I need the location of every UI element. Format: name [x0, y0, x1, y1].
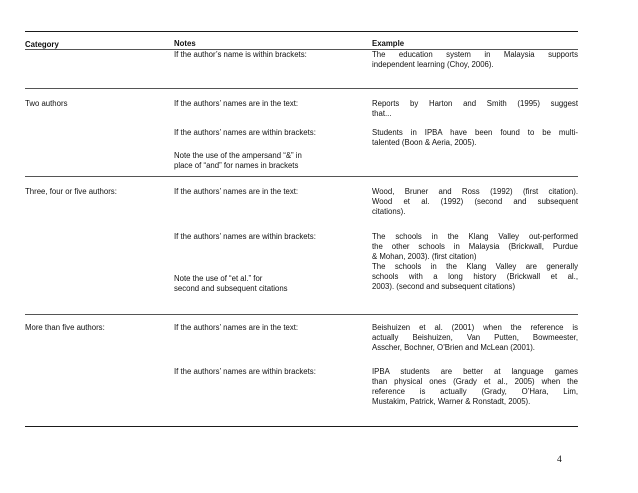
example-line: Mustakim, Patrick, Warner & Ronstadt, 2005). — [372, 397, 531, 406]
category-label: Two authors — [25, 99, 68, 108]
example-text — [372, 323, 578, 353]
example-line: 2003). (second and subsequent citations) — [372, 282, 516, 291]
example-text — [372, 367, 578, 407]
example-text — [372, 232, 578, 292]
note-text: If the authors’ names are in the text: — [174, 99, 299, 108]
example-text — [372, 128, 578, 148]
note-text: second and subsequent citations — [174, 284, 288, 293]
header-example: Example — [372, 39, 405, 48]
note-text: If the author’s name is within brackets: — [174, 50, 307, 59]
page-number: 4 — [557, 455, 562, 465]
example-line: Wood, Bruner and Ross (1992) (first citation). — [372, 187, 578, 196]
example-line: Asscher, Bochner, O’Brien and McLean (2001). — [372, 343, 535, 352]
header-category: Category — [25, 40, 59, 49]
category-label: Three, four or five authors: — [25, 187, 117, 196]
example-line: Wood et al. (1992) (second and subsequent — [372, 197, 578, 206]
example-line: schools with a long history (Brickwall et al., — [372, 272, 578, 281]
example-line: The schools in the Klang Valley out-performed — [372, 232, 578, 241]
note-text: If the authors’ names are in the text: — [174, 187, 299, 196]
note-text: If the authors’ names are within brackets: — [174, 128, 316, 137]
example-line: The schools in the Klang Valley are generally — [372, 262, 578, 271]
example-line: actually Beishuizen, Van Putten, Bowmeester, — [372, 333, 578, 342]
note-text: Note the use of “et al.” for — [174, 274, 263, 283]
example-line: IPBA students are better at language games — [372, 367, 578, 376]
row-divider — [25, 88, 578, 89]
row-divider — [25, 314, 578, 315]
example-line: independent learning (Choy, 2006). — [372, 60, 494, 69]
header-notes: Notes — [174, 39, 196, 48]
note-text: Note the use of the ampersand “&” in — [174, 151, 302, 160]
example-text — [372, 187, 578, 217]
table-top-rule — [25, 31, 578, 32]
category-label: More than five authors: — [25, 323, 105, 332]
example-line: reference is actually (Grady, O’Hara, Lim, — [372, 387, 578, 396]
row-divider — [25, 176, 578, 177]
example-line: & Mohan, 2003). (first citation) — [372, 252, 477, 261]
note-text: place of “and” for names in brackets — [174, 161, 299, 170]
example-line: Beishuizen et al. (2001) when the reference is — [372, 323, 578, 332]
example-line: talented (Boon & Aeria, 2005). — [372, 138, 477, 147]
example-line: the other schools in Malaysia (Brickwall, Purdue — [372, 242, 578, 251]
note-text: If the authors’ names are within brackets: — [174, 232, 316, 241]
note-text: If the authors’ names are within brackets: — [174, 367, 316, 376]
note-text: If the authors’ names are in the text: — [174, 323, 299, 332]
example-line: that... — [372, 109, 392, 118]
example-text — [372, 99, 578, 119]
example-line: citations). — [372, 207, 406, 216]
example-line: The education system in Malaysia supports — [372, 50, 578, 59]
example-line: Reports by Harton and Smith (1995) suggest — [372, 99, 578, 108]
example-text — [372, 50, 578, 70]
example-line: than physical ones (Grady et al., 2005) when the — [372, 377, 578, 386]
table-bottom-rule — [25, 426, 578, 427]
example-line: Students in IPBA have been found to be multi- — [372, 128, 578, 137]
